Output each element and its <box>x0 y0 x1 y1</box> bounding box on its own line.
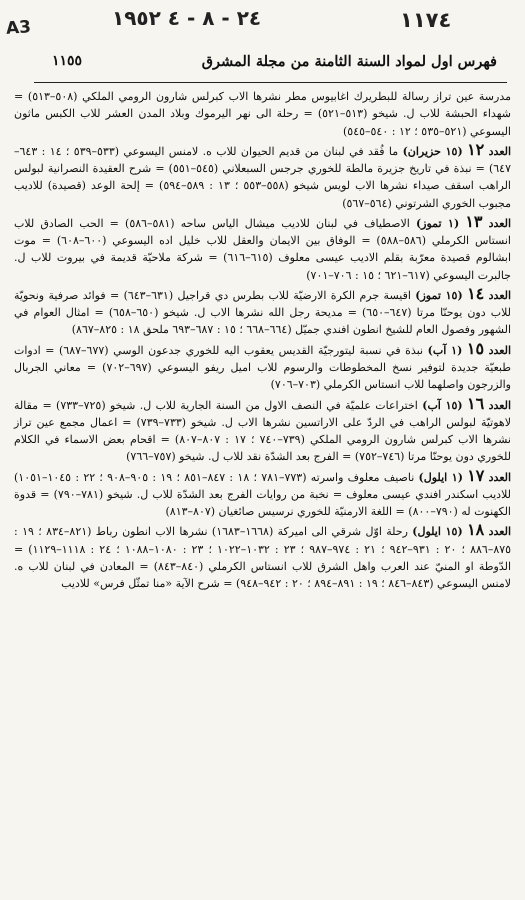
issue-label: العدد <box>488 470 512 484</box>
issue-number: ١٢ <box>467 139 485 159</box>
issue-entry <box>14 139 512 212</box>
page-number: ١١٥٥ <box>52 53 83 69</box>
issue-number: ١٦ <box>467 393 485 413</box>
issue-entry <box>14 211 512 284</box>
issue-label: العدد <box>488 216 512 230</box>
issue-entry <box>14 522 511 592</box>
issue-number: ١٣ <box>465 211 483 231</box>
issue-text: ما فُقد في لبنان من قديم الحيوان للاب ه. لامنس اليسوعي (٥٣٣–٥٣٩ ؛ ١٤ : ٦٤٣–٦٤٧) = نبذة في تاريخ جزيرة مالطة للخوري جرجس السبعلاني (٥٤٥–٥٥١) = شرح العقيدة النصرانية لبولس الراهب اسقف صيداء نشرها الاب لويس شيخو (٥٥٨–٥٥٣ ؛ ١٣ : ٥٨٩–٥٩٤) = إلحة الوعد (قصيدة) للاديب مجبوب الخوري الشرتوني (٥٦٤–٥٦٧) <box>14 144 511 210</box>
page-header <box>40 46 505 76</box>
issue-number: ١٤ <box>467 283 485 303</box>
issue-date: (١ آب) <box>427 343 463 357</box>
issue-date: (١٥ حزيران) <box>402 144 463 158</box>
handwritten-catalog-number: ١١٧٤ <box>400 8 452 32</box>
issue-entry <box>14 283 512 339</box>
page-title: فهرس اول لمواد السنة الثامنة من مجلة المشرق <box>201 52 497 70</box>
issue-date: (١ تموز) <box>415 216 460 230</box>
issue-date: (١٥ تموز) <box>415 288 463 302</box>
issue-text: الاصطياف في لبنان للاديب ميشال الياس ساحه (٥٨١–٥٨٦) = الحب الصادق للاب انستاس الكرملي (٥٨٦–٥٨٨) = الوفاق بين الايمان والعقل للاب خليل اده اليسوعي (٦٠٠–٦٠٨) = موت ابشالوم قصيدة معرّبة بقلم الاديب عيسى معلوف (٦١٥–٦١٦) = شركة ملاحيّة قديمة في بيروت للاب ل. جالبرت اليسوعي (٦١٧–٦٢١ ؛ ١٥ : ٧٠٦–٧٠١) <box>14 216 512 282</box>
issue-label: العدد <box>488 288 512 302</box>
issue-text: نبذة في نسبة ليتورجيّة القديس يعقوب اليه للخوري جدعون الوسي (٦٧٧–٦٨٧) = ادوات طبعيّة جديدة لتوفير نسخ المخطوطات والرسوم للاب اميل ريفو اليسوعي (٦٩٧–٧٠٢) = معاني الجربال والزرجون واصلهما للاب انستاس الكرملي (٧٠٣–٧٠٦) <box>14 343 512 392</box>
issue-date: (١ ايلول) <box>418 470 463 484</box>
handwritten-date: ٢٤ - ٨ - ٤ ١٩٥٢ <box>112 6 262 30</box>
index-content <box>14 88 511 892</box>
issue-date: (١٥ آب) <box>422 398 463 412</box>
issue-label: العدد <box>488 398 511 412</box>
issue-label: العدد <box>488 144 512 158</box>
issue-number: ١٧ <box>467 465 485 485</box>
issue-entry <box>14 338 512 394</box>
issue-entry <box>14 393 511 466</box>
issue-entry <box>14 465 512 521</box>
issue-date: (١٥ ايلول) <box>412 525 463 539</box>
issue-label: العدد <box>488 343 512 357</box>
issue-text: رحلة اوّل شرقي الى اميركة (١٦٦٨–١٦٨٣) نشرها الاب انطون رباط (٨٢١–٨٣٤ ؛ ١٩ : ٨٧٥–٨٨٦ ؛ ٢٠ : ٩٣١–٩٤٢ ؛ ٢١ : ٩٧٤–٩٨٧ ؛ ٢٣ : ١٠٣٢–١٠٢٢ ؛ ٢٣ : ١٠٨٠–١٠٨٨ ؛ ٢٤ : ١١١٨–١١٢٩) = الدّوطة او المنيّ عند العرب واهل الشرق للاب انستاس الكرملي (٨٤٠–٨٤٣) = المعادن في لبنان للاب ه. لامنس اليسوعي (٨٤٣–٨٤٦ ؛ ١٩ : ٨٩١–٨٩٤ ؛ ٢٠ : ٩٤٢–٩٤٨) = شرح الآية «منا تمثّل فرس» للاديب <box>14 525 512 591</box>
issue-label: العدد <box>488 525 512 539</box>
header-rule <box>34 82 507 83</box>
issue-number: ١٨ <box>467 520 485 540</box>
issue-text: اختراعات علميّة في النصف الاول من السنة الجارية للاب ل. شيخو (٧٢٥–٧٣٣) = مقالة لاهوتيّة لبولس الراهب في الردّ على الاراتسين نشرها الاب ل. شيخو (٧٣٣–٧٣٩) = اعمال مجمع عين تراز نشرها الاب كبرلس شارون الرومي الملكي (٧٣٩–٧٤٠ ؛ ١٧ : ٨٠٧–٨٠٧) = اقحام بعض الاسماء في الكلام للخوري دون يوحنّا مرتا (٧٤٦–٧٥٢) = الفرج بعد الشدّة نقد للاب ل. شيخو (٧٥٧–٧٦٦) <box>14 398 511 464</box>
issue-text: ناصيف معلوف واسرته (٧٧٣–٧٨١ ؛ ١٨ : ٨٤٧–٨٥١ ؛ ١٩ : ٩٠٥–٩٠٨ ؛ ٢٢ : ١٠٤٥–١٠٥١) للاديب اسكندر افندي عيسى معلوف = نخبة من روايات الفرج بعد الشدّة للاب ل. شيخو (٧٨١–٧٩٠) = قدوة الكهنوت له (٧٩٠–٨٠٠) = اللغة الارمنيّة للخوري نرسيس صائغيان (٨٠٧–٨١٣) <box>14 470 511 519</box>
intro-paragraph: مدرسة عين تراز رسالة للبطريرك اغابيوس مطر نشرها الاب كبرلس شارون الرومي الملكي (٥٠٨–٥١٣) = شهداء الحبشة للاب ل. شيخو (٥١٣–٥٢١) = رحلة الى نهر اليرموك وبلاد المدن العشر للاب الكبس ماثون اليسوعي (٥٢١–٥٣٥ ؛ ١٢ : ٥٤٠–٥٤٥) <box>14 90 511 138</box>
issue-number: ١٥ <box>466 338 485 358</box>
issue-text: اقيسة جرم الكرة الارضيّة للاب بطرس دي قراجيل (٦٣١–٦٤٣) = فوائد صرفية ونحويّة للاب دون يوحنّا مرتا (٦٤٧–٦٥٠) = مديحة رجل الله نشرها الاب ل. شيخو (٦٥٠–٦٥٨) = امثال العوام في الشهور وفصول العام للشيخ انطون افندي جميّل (٦٦٤–٦٦٨ ؛ ١٥ : ٦٨٧–٦٩٣ ملحق ١٨ : ٨٢٥–٨٦٧) <box>14 288 511 337</box>
handwritten-shelfmark: A3 <box>5 17 32 39</box>
